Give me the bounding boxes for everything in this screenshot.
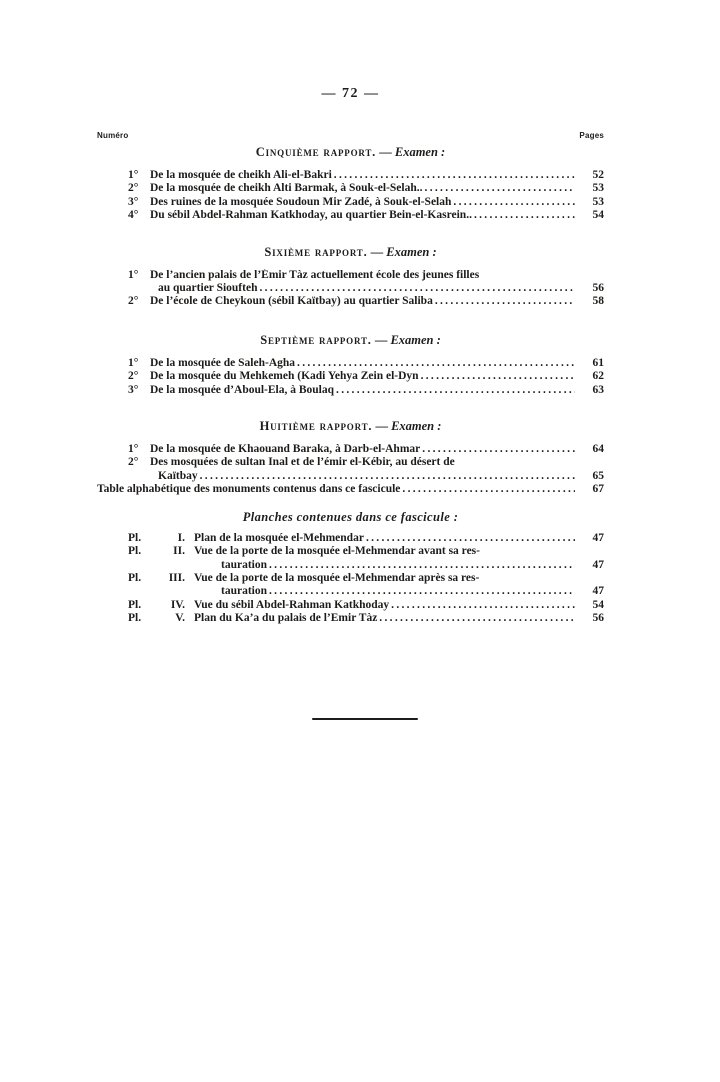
plate-label bbox=[128, 545, 185, 558]
dot-leader bbox=[474, 209, 575, 222]
toc-entry-line bbox=[97, 559, 604, 572]
entry-text: De la mosquée du Mehkemeh (Kadi Yehya Zein el-Dyn bbox=[150, 370, 419, 383]
plate-numeral: IV. bbox=[170, 598, 185, 611]
end-divider bbox=[312, 718, 418, 720]
toc-entry-line bbox=[97, 357, 604, 370]
entry-text: Plan du Ka’a du palais de l’Emir Tàz bbox=[194, 612, 378, 625]
toc-entry-line bbox=[97, 483, 604, 496]
entry-page: 56 bbox=[592, 612, 604, 625]
plate-abbrev: Pl. bbox=[128, 571, 142, 584]
dot-leader bbox=[379, 612, 575, 625]
section-heading-subtitle: Examen : bbox=[391, 419, 442, 434]
entry-text: De la mosquée de cheikh Alti Barmak, à Souk-el-Selah.. bbox=[150, 182, 423, 195]
entry-text: De la mosquée d’Aboul-Ela, à Boulaq bbox=[150, 383, 335, 396]
entry-page: 58 bbox=[592, 295, 604, 308]
section-heading bbox=[97, 510, 604, 525]
section-heading-title: Septième rapport. bbox=[260, 332, 372, 347]
dot-leader bbox=[200, 470, 575, 483]
toc-entry-line bbox=[97, 370, 604, 383]
toc-entry-line bbox=[97, 585, 604, 598]
entry-page: 63 bbox=[592, 383, 604, 396]
toc-entry-line bbox=[97, 182, 604, 195]
entry-page: 53 bbox=[592, 195, 604, 208]
section-heading-subtitle: Examen : bbox=[390, 332, 441, 347]
report-section bbox=[97, 245, 604, 309]
plates-section bbox=[97, 510, 604, 626]
dot-leader bbox=[269, 559, 575, 572]
column-label-pages: Pages bbox=[579, 131, 604, 140]
section-heading: Cinquième rapport. — Examen : bbox=[255, 145, 446, 159]
dot-leader bbox=[259, 282, 575, 295]
entry-page: 61 bbox=[592, 356, 604, 369]
plate-abbrev: Pl. bbox=[128, 598, 142, 611]
column-label-numero: Numéro bbox=[97, 131, 129, 140]
entry-page: 67 bbox=[592, 483, 604, 496]
plates-heading-text: Planches contenues dans ce fascicule : bbox=[242, 509, 459, 524]
entry-text: De la mosquée de cheikh Ali-el-Bakri bbox=[150, 169, 332, 181]
toc-entry-line bbox=[97, 196, 604, 209]
column-labels bbox=[97, 131, 604, 140]
entry-page: 47 bbox=[592, 531, 604, 544]
toc-entry-line bbox=[97, 443, 604, 456]
entry-text: De la mosquée de Saleh-Agha bbox=[150, 356, 296, 369]
section-heading: Sixième rapport. — Examen : bbox=[264, 244, 437, 259]
entry-text: au quartier Sioufteh bbox=[158, 282, 258, 295]
entry-number: 2° bbox=[128, 295, 139, 308]
section-heading: Huitième rapport. — Examen : bbox=[259, 419, 442, 434]
plate-abbrev: Pl. bbox=[128, 545, 142, 558]
entry-page: 56 bbox=[592, 282, 604, 295]
entry-text: De l’ancien palais de l’Émir Tàz actuellement école des jeunes filles bbox=[150, 268, 480, 281]
entry-text: Vue de la porte de la mosquée el-Mehmendar avant sa res- bbox=[194, 545, 480, 558]
entry-number: 1° bbox=[128, 268, 139, 281]
entry-page: 53 bbox=[592, 182, 604, 195]
plate-label bbox=[128, 532, 185, 545]
entry-number: 2° bbox=[128, 182, 139, 195]
entry-text: Plan de la mosquée el-Mehmendar bbox=[194, 531, 364, 544]
dot-leader bbox=[435, 295, 575, 308]
entry-text: Vue du sébil Abdel-Rahman Katkhoday bbox=[194, 598, 390, 611]
entry-text: Des mosquées de sultan Inal et de l’émir el-Kébir, au désert de bbox=[150, 456, 455, 469]
entry-number: 2° bbox=[128, 456, 139, 469]
dot-leader bbox=[269, 585, 575, 598]
plate-label bbox=[128, 599, 185, 612]
dot-leader bbox=[425, 182, 575, 195]
dot-leader bbox=[366, 532, 575, 545]
toc-entry-line bbox=[97, 269, 604, 282]
table-of-contents bbox=[97, 145, 604, 626]
toc-entry-line bbox=[97, 612, 604, 625]
section-heading-title: Huitième rapport. bbox=[259, 419, 373, 434]
toc-entry-line bbox=[97, 209, 604, 222]
toc-entry-line bbox=[97, 599, 604, 612]
entry-text: De l’école de Cheykoun (sébil Kaïtbay) au quartier Saliba bbox=[150, 295, 433, 308]
entry-number: 3° bbox=[128, 195, 139, 208]
entry-text: Kaïtbay bbox=[158, 469, 198, 482]
toc-entry-line bbox=[97, 470, 604, 483]
entry-text: De la mosquée de Khaouand Baraka, à Darb-el-Ahmar bbox=[150, 443, 421, 456]
dot-leader bbox=[336, 384, 575, 397]
toc-entry-line bbox=[97, 295, 604, 308]
dot-leader bbox=[421, 370, 575, 383]
plate-label bbox=[128, 572, 185, 585]
entry-text: tauration bbox=[221, 558, 267, 571]
entry-page: 65 bbox=[592, 469, 604, 482]
section-heading: Septième rapport. — Examen : bbox=[260, 332, 441, 347]
entry-number: 1° bbox=[128, 169, 139, 181]
dot-leader bbox=[402, 483, 575, 496]
plate-numeral: III. bbox=[168, 571, 185, 584]
toc-entry-line bbox=[97, 456, 604, 469]
entry-text: Du sébil Abdel-Rahman Katkhoday, au quartier Bein-el-Kasrein.. bbox=[150, 209, 472, 222]
toc-entry-line bbox=[97, 384, 604, 397]
entry-page: 54 bbox=[592, 598, 604, 611]
report-section bbox=[97, 145, 604, 223]
toc-entry-line bbox=[97, 545, 604, 558]
entry-text: Table alphabétique des monuments contenus dans ce fascicule bbox=[97, 483, 401, 496]
dot-leader bbox=[391, 599, 575, 612]
toc-entry-line bbox=[97, 282, 604, 295]
entry-page: 47 bbox=[592, 558, 604, 571]
dot-leader bbox=[334, 169, 575, 182]
dot-leader bbox=[453, 196, 575, 209]
section-heading-subtitle: Examen : bbox=[386, 244, 437, 259]
entry-text: Des ruines de la mosquée Soudoun Mir Zadé, à Souk-el-Selah bbox=[150, 195, 452, 208]
entry-number: 2° bbox=[128, 370, 139, 383]
plate-label bbox=[128, 612, 185, 625]
dot-leader bbox=[422, 443, 575, 456]
plate-numeral: II. bbox=[173, 545, 185, 558]
entry-page: 62 bbox=[592, 370, 604, 383]
plate-abbrev: Pl. bbox=[128, 531, 142, 544]
plate-numeral: V. bbox=[175, 612, 185, 625]
page-content bbox=[97, 0, 604, 720]
entry-number: 1° bbox=[128, 356, 139, 369]
entry-page: 52 bbox=[592, 169, 604, 181]
section-heading-title: Cinquième rapport. bbox=[255, 145, 377, 159]
toc-entry-line bbox=[97, 572, 604, 585]
plate-abbrev: Pl. bbox=[128, 612, 142, 625]
dot-leader bbox=[297, 357, 575, 370]
entry-page: 54 bbox=[592, 209, 604, 222]
section-heading-title: Sixième rapport. bbox=[264, 244, 368, 259]
entry-text: tauration bbox=[221, 585, 267, 598]
report-section bbox=[97, 419, 604, 497]
entry-text: Vue de la porte de la mosquée el-Mehmendar après sa res- bbox=[194, 571, 480, 584]
entry-number: 4° bbox=[128, 209, 139, 222]
entry-page: 64 bbox=[592, 443, 604, 456]
entry-number: 3° bbox=[128, 383, 139, 396]
entry-number: 1° bbox=[128, 443, 139, 456]
toc-entry-line bbox=[97, 169, 604, 182]
entry-page: 47 bbox=[592, 585, 604, 598]
plate-numeral: I. bbox=[177, 531, 185, 544]
toc-entry-line bbox=[97, 532, 604, 545]
section-heading-subtitle: Examen : bbox=[394, 145, 446, 159]
page-number: — 72 — bbox=[321, 86, 380, 101]
report-section bbox=[97, 333, 604, 397]
